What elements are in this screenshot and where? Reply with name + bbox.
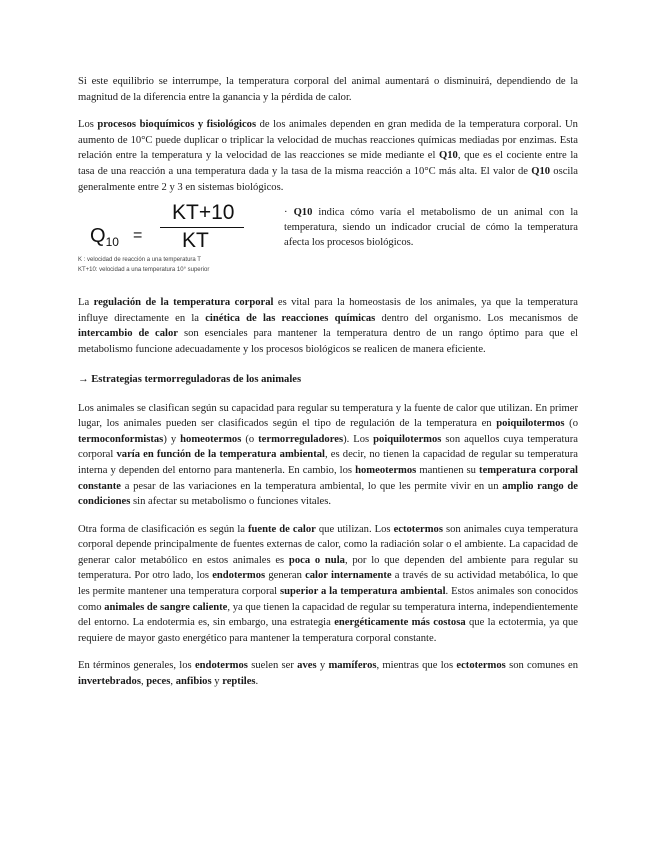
- paragraph-fuente-calor: Otra forma de clasificación es según la fuente de calor que utilizan. Los ectotermos son animales cuya temperatura corporal depende principalmente de fuentes externas de calor, como la radiación solar o el ambiente. La capacidad de generar calor metabólico en estos animales es poca o nula, por lo que dependen del ambiente para regular su temperatura. Por otro lado, los endotermos generan calor internamente a través de su actividad metabólica, lo que les permite mantener una temperatura corporal superior a la temperatura ambiental. Estos animales son conocidos como animales de sangre caliente, ya que tienen la capacidad de regular su temperatura interna, independientemente del entorno. La endotermia es, sin embargo, una estrategia energéticamente más costosa que la ectotermia, ya que requiere de mayor gasto energético para mantener la temperatura corporal constante.: [78, 523, 579, 644]
- formula-note-k: K : velocidad de reacción a una temperatura T: [78, 257, 201, 264]
- formula-numerator: KT+10: [172, 201, 235, 225]
- paragraph-equilibrio: Si este equilibrio se interrumpe, la temperatura corporal del animal aumentará o disminuirá, dependiendo de la magnitud de la diferencia entre la ganancia y la pérdida de calor.: [78, 76, 578, 103]
- paragraph-terminos-generales: En términos generales, los endotermos suelen ser aves y mamíferos, mientras que los ectotermos son comunes en invertebrados, peces, anfibios y reptiles.: [78, 660, 578, 688]
- q10-bullet: [274, 205, 578, 283]
- formula-q: $Q_{10}$: [90, 225, 119, 250]
- paragraph-procesos: Los procesos bioquímicos y fisiológicos de los animales dependen en gran medida de la temperatura corporal. Un aumento de 10°C puede duplicar o triplicar la velocidad de muchas reacciones químicas mediadas por enzimas. Esta relación entre la temperatura y la velocidad de las reacciones se mide mediante el Q10, que es el cociente entre la tasa de una reacción a una temperatura dada y la tasa de la misma reacción a 10°C más alta. El valor de Q10 oscila generalmente entre 2 y 3 en sistemas biológicos.: [78, 119, 579, 193]
- paragraph-clasificacion: Los animales se clasifican según su capacidad para regular su temperatura y la fuente de calor que utilizan. En primer lugar, los animales pueden ser clasificados según el tipo de regulación de la temperatura en poiquilotermos (o termoconformistas) y homeotermos (o termorreguladores). Los poiquilotermos son aquellos cuya temperatura corporal varía en función de la temperatura ambiental, es decir, no tienen la capacidad de regular su temperatura interna y dependen del entorno para mantenerla. En cambio, los homeotermos mantienen su temperatura corporal constante a pesar de las variaciones en la temperatura ambiental, lo que les permite vivir en un amplio rango de condiciones sin afectar su metabolismo o funciones vitales.: [78, 402, 579, 508]
- paragraph-regulacion: La regulación de la temperatura corporal es vital para la homeostasis de los animales, ya que la temperatura influye directamente en la cinética de las reacciones químicas dentro del organismo. Los mecanismos de intercambio de calor son esenciales para mantener la temperatura dentro de un rango óptimo para que el metabolismo funcione adecuadamente y los procesos biológicos se realicen de manera eficiente.: [78, 297, 579, 355]
- formula-equals: =: [133, 227, 143, 245]
- section-heading: → Estrategias termorreguladoras de los animales: [78, 373, 302, 385]
- formula-section: [78, 201, 578, 283]
- bullet-text: · Q10 indica cómo varía el metabolismo de un animal con la temperatura, siendo un indicador crucial de cómo la temperatura afecta los procesos biológicos.: [284, 207, 578, 249]
- document-page: [78, 74, 578, 690]
- formula-note-kt10: KT+10: velocidad a una temperatura 10° superior: [78, 267, 210, 274]
- q10-formula: [78, 201, 274, 283]
- formula-fraction-line: [160, 227, 244, 228]
- formula-denominator: KT: [182, 229, 209, 253]
